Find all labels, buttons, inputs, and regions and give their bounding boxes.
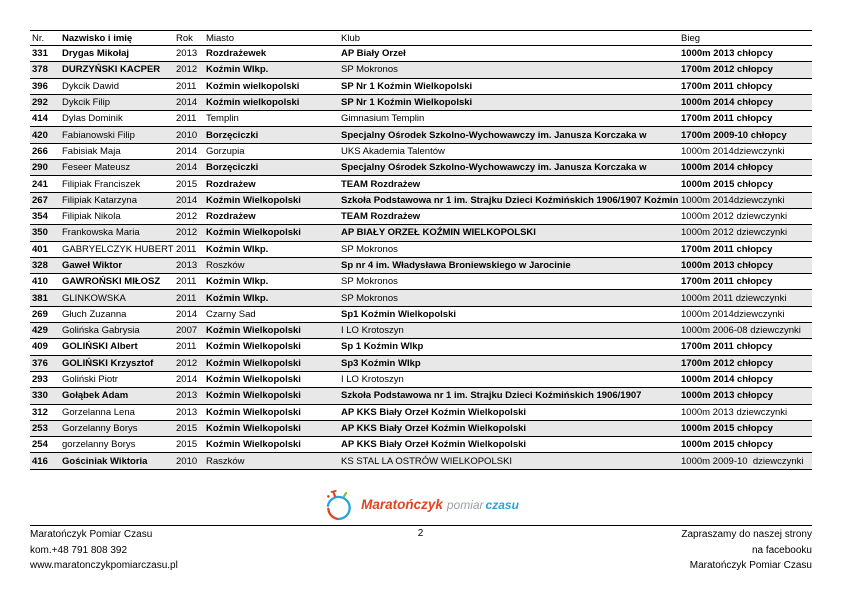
city: Templin <box>206 113 239 125</box>
table-row <box>30 46 812 62</box>
birth-year: 2012 <box>176 357 198 369</box>
race: 1700m 2012 chłopcy <box>681 64 773 76</box>
table-row <box>30 306 812 322</box>
race: 1000m 2013 dziewczynki <box>681 406 788 418</box>
row-number: 409 <box>32 341 48 353</box>
row-number: 331 <box>32 48 48 60</box>
runner-name: Dylas Dominik <box>62 113 123 125</box>
city: Koźmin wielkopolski <box>206 97 300 109</box>
runner-name: Filipiak Katarzyna <box>62 194 137 206</box>
table-row <box>30 176 812 192</box>
city: Rozdrażew <box>206 211 256 223</box>
club: TEAM Rozdrażew <box>341 211 421 223</box>
city: Koźmin Wielkopolski <box>206 357 301 369</box>
city: Koźmin Wielkopolski <box>206 390 301 402</box>
club: SP Mokronos <box>341 243 398 255</box>
row-number: 378 <box>32 64 48 76</box>
row-number: 401 <box>32 243 48 255</box>
city: Borzęciczki <box>206 162 259 174</box>
stopwatch-icon <box>322 486 358 524</box>
birth-year: 2013 <box>176 406 198 418</box>
header-name: Nazwisko i imię <box>62 32 133 44</box>
table-row <box>30 274 812 290</box>
race: 1700m 2009-10 chłopcy <box>681 129 787 141</box>
city: Koźmin Wielkopolski <box>206 439 301 451</box>
city: Koźmin wielkopolski <box>206 80 300 92</box>
footer-company-name: Maratończyk Pomiar Czasu <box>30 529 153 540</box>
table-row <box>30 192 812 208</box>
race: 1000m 2013 chłopcy <box>681 390 773 402</box>
city: Koźmin Wielkopolski <box>206 374 301 386</box>
runner-name: GAWROŃSKI MIŁOSZ <box>62 276 161 288</box>
club: Szkoła Podstawowa nr 1 im. Strajku Dzieci Koźmińskich 1906/1907 Koźmin <box>341 194 679 206</box>
race: 1000m 2013 chłopcy <box>681 260 773 271</box>
footer-invite-line: Zapraszamy do naszej strony <box>681 529 812 540</box>
race: 1700m 2011 chłopcy <box>681 113 773 125</box>
city: Koźmin Wielkopolski <box>206 325 301 337</box>
birth-year: 2012 <box>176 211 198 223</box>
race: 1000m 2014 chłopcy <box>681 162 773 174</box>
birth-year: 2014 <box>176 194 198 206</box>
birth-year: 2012 <box>176 64 198 76</box>
birth-year: 2010 <box>176 129 198 141</box>
birth-year: 2007 <box>176 325 198 337</box>
birth-year: 2011 <box>176 243 197 255</box>
club: SP Mokronos <box>341 64 398 76</box>
race: 1000m 2015 chłopcy <box>681 178 773 190</box>
footer-facebook-line: na facebooku <box>751 544 812 556</box>
race: 1000m 2015 chłopcy <box>681 439 773 451</box>
footer-website: www.maratonczykpomiarczasu.pl <box>30 560 178 571</box>
club: Sp 1 Koźmin Wlkp <box>341 341 424 353</box>
birth-year: 2011 <box>176 113 197 125</box>
header-miasto: Miasto <box>206 32 234 44</box>
row-number: 330 <box>32 390 48 402</box>
birth-year: 2014 <box>176 97 198 109</box>
footer-divider <box>30 525 812 526</box>
participants-table-wrap <box>30 30 812 470</box>
header-nr: Nr. <box>32 32 45 44</box>
table-row <box>30 143 812 159</box>
city: Koźmin Wielkopolski <box>206 422 301 434</box>
race: 1700m 2011 chłopcy <box>681 341 773 353</box>
club: SP Mokronos <box>341 276 398 288</box>
birth-year: 2013 <box>176 48 198 60</box>
club: TEAM Rozdrażew <box>341 178 421 190</box>
birth-year: 2014 <box>176 162 198 174</box>
table-header <box>30 31 812 46</box>
row-number: 269 <box>32 308 48 320</box>
race: 1000m 2014dziewczynki <box>681 194 785 206</box>
row-number: 241 <box>32 178 48 190</box>
club: AP BIAŁY ORZEŁ KOŹMIN WIELKOPOLSKI <box>341 227 536 239</box>
row-number: 376 <box>32 357 48 369</box>
runner-name: Gaweł Wiktor <box>62 260 123 271</box>
header-row <box>30 31 812 46</box>
logo-word-pomiar: pomiar <box>446 498 484 512</box>
table-row <box>30 208 812 224</box>
birth-year: 2014 <box>176 145 198 157</box>
row-number: 429 <box>32 325 48 337</box>
table-row <box>30 323 812 339</box>
club: Szkoła Podstawowa nr 1 im. Strajku Dzieci Koźmińskich 1906/1907 <box>341 390 642 402</box>
runner-name: Gościniak Wiktoria <box>62 455 148 467</box>
row-number: 420 <box>32 129 48 141</box>
city: Koźmin Wlkp. <box>206 292 269 304</box>
runner-name: Goliński Piotr <box>62 374 118 386</box>
participants-table <box>30 30 812 470</box>
table-row <box>30 257 812 273</box>
birth-year: 2010 <box>176 455 198 467</box>
runner-name: GABRYELCZYK HUBERT <box>62 243 174 255</box>
row-number: 381 <box>32 292 48 304</box>
table-row <box>30 388 812 404</box>
birth-year: 2013 <box>176 260 198 271</box>
race: 1000m 2012 dziewczynki <box>681 227 788 239</box>
runner-name: Feseer Mateusz <box>62 162 131 174</box>
club: I LO Krotoszyn <box>341 325 404 337</box>
row-number: 293 <box>32 374 48 386</box>
table-row <box>30 420 812 436</box>
club: AP KKS Biały Orzeł Koźmin Wielkopolski <box>341 422 527 434</box>
runner-name: GLINKOWSKA <box>62 292 126 304</box>
footer-social-block <box>30 527 812 574</box>
race: 1700m 2011 chłopcy <box>681 276 773 288</box>
race: 1000m 2012 dziewczynki <box>681 211 788 223</box>
club: KS STAL LA OSTRÓW WIELKOPOLSKI <box>341 455 513 467</box>
city: Raszków <box>206 455 245 467</box>
table-row <box>30 111 812 127</box>
runner-name: Drygas Mikołaj <box>62 48 130 60</box>
city: Rozdrażewek <box>206 48 267 60</box>
runner-name: GOLIŃSKI Albert <box>62 341 138 353</box>
table-row <box>30 437 812 453</box>
club: SP Mokronos <box>341 292 398 304</box>
club: AP KKS Biały Orzeł Koźmin Wielkopolski <box>341 439 527 451</box>
club: Gimnasium Templin <box>341 113 425 125</box>
row-number: 292 <box>32 97 48 109</box>
row-number: 267 <box>32 194 48 206</box>
runner-name: gorzelanny Borys <box>62 439 136 451</box>
runner-name: Filipiak Nikola <box>62 211 121 223</box>
runner-name: Fabianowski Filip <box>62 129 135 141</box>
race: 1000m 2006-08 dziewczynki <box>681 325 801 337</box>
city: Borzęciczki <box>206 129 259 141</box>
logo-word-czasu: czasu <box>485 498 519 512</box>
row-number: 414 <box>32 113 48 125</box>
table-row <box>30 241 812 257</box>
row-number: 396 <box>32 80 48 92</box>
birth-year: 2013 <box>176 390 198 402</box>
row-number: 312 <box>32 406 48 418</box>
race: 1000m 2013 chłopcy <box>681 48 773 60</box>
footer-brand-line: Maratończyk Pomiar Czasu <box>689 560 812 571</box>
runner-name: Golińska Gabrysia <box>62 325 140 337</box>
header-bieg: Bieg <box>681 32 701 44</box>
birth-year: 2015 <box>176 439 198 451</box>
table-row <box>30 355 812 371</box>
race: 1700m 2012 chłopcy <box>681 357 773 369</box>
city: Koźmin Wielkopolski <box>206 341 301 353</box>
runner-name: Dykcik Dawid <box>62 80 120 92</box>
runner-name: Frankowska Maria <box>62 227 140 239</box>
club: UKS Akademia Talentów <box>341 145 445 157</box>
table-row <box>30 404 812 420</box>
race: 1000m 2015 chłopcy <box>681 422 773 434</box>
logo-brand-word: Maratończyk <box>361 497 443 512</box>
table-row <box>30 62 812 78</box>
table-row <box>30 78 812 94</box>
club: Specjalny Ośrodek Szkolno-Wychowawczy im. Janusza Korczaka w <box>341 129 647 141</box>
city: Roszków <box>206 260 245 271</box>
birth-year: 2014 <box>176 308 198 320</box>
race: 1000m 2014dziewczynki <box>681 308 785 320</box>
table-row <box>30 127 812 143</box>
footer-phone: kom.+48 791 808 392 <box>30 544 128 556</box>
club: Sp nr 4 im. Władysława Broniewskiego w Jarocinie <box>341 260 571 271</box>
race: 1700m 2011 chłopcy <box>681 80 773 92</box>
city: Koźmin Wlkp. <box>206 243 269 255</box>
city: Koźmin Wlkp. <box>206 276 269 288</box>
runner-name: Głuch Zuzanna <box>62 308 127 320</box>
row-number: 410 <box>32 276 48 288</box>
city: Czarny Sad <box>206 308 256 320</box>
maratonczyk-logo <box>0 486 841 524</box>
birth-year: 2014 <box>176 374 198 386</box>
row-number: 328 <box>32 260 48 271</box>
table-row <box>30 290 812 306</box>
header-klub: Klub <box>341 32 361 44</box>
city: Koźmin Wlkp. <box>206 64 269 76</box>
row-number: 253 <box>32 422 48 434</box>
header-rok: Rok <box>176 32 193 44</box>
birth-year: 2012 <box>176 227 198 239</box>
logo-text <box>361 496 519 514</box>
club: SP Nr 1 Koźmin Wielkopolski <box>341 80 473 92</box>
row-number: 416 <box>32 455 48 467</box>
row-number: 354 <box>32 211 48 223</box>
race: 1000m 2014 chłopcy <box>681 374 773 386</box>
row-number: 290 <box>32 162 48 174</box>
club: Sp3 Koźmin Wlkp <box>341 357 421 369</box>
runner-name: Gołąbek Adam <box>62 390 129 402</box>
city: Gorzupia <box>206 145 245 157</box>
runner-name: GOLIŃSKI Krzysztof <box>62 357 154 369</box>
table-body <box>30 46 812 470</box>
row-number: 266 <box>32 145 48 157</box>
city: Koźmin Wielkopolski <box>206 406 301 418</box>
race: 1000m 2011 dziewczynki <box>681 292 787 304</box>
table-row <box>30 453 812 469</box>
race: 1000m 2014 chłopcy <box>681 97 773 109</box>
birth-year: 2011 <box>176 341 197 353</box>
race: 1000m 2014dziewczynki <box>681 145 785 157</box>
club: Specjalny Ośrodek Szkolno-Wychowawczy im. Janusza Korczaka w <box>341 162 647 174</box>
race: 1700m 2011 chłopcy <box>681 243 773 255</box>
table-row <box>30 339 812 355</box>
birth-year: 2011 <box>176 292 197 304</box>
club: SP Nr 1 Koźmin Wielkopolski <box>341 97 473 109</box>
table-row <box>30 160 812 176</box>
table-row <box>30 371 812 387</box>
city: Koźmin Wielkopolski <box>206 194 301 206</box>
runner-name: Dykcik Filip <box>62 97 111 109</box>
club: I LO Krotoszyn <box>341 374 404 386</box>
city: Rozdrażew <box>206 178 256 190</box>
runner-name: Fabisiak Maja <box>62 145 121 157</box>
birth-year: 2015 <box>176 422 198 434</box>
birth-year: 2015 <box>176 178 198 190</box>
row-number: 350 <box>32 227 48 239</box>
runner-name: Gorzelanna Lena <box>62 406 135 418</box>
runner-name: Filipiak Franciszek <box>62 178 141 190</box>
page-number: 2 <box>417 528 424 539</box>
birth-year: 2011 <box>176 80 197 92</box>
birth-year: 2011 <box>176 276 197 288</box>
table-row <box>30 94 812 110</box>
table-row <box>30 225 812 241</box>
runner-name: DURZYŃSKI KACPER <box>62 64 161 76</box>
city: Koźmin Wielkopolski <box>206 227 301 239</box>
club: Sp1 Koźmin Wielkopolski <box>341 308 456 320</box>
race: 1000m 2009-10 dziewczynki <box>681 455 804 467</box>
runner-name: Gorzelanny Borys <box>62 422 138 434</box>
row-number: 254 <box>32 439 48 451</box>
club: AP Biały Orzeł <box>341 48 406 60</box>
club: AP KKS Biały Orzeł Koźmin Wielkopolski <box>341 406 527 418</box>
